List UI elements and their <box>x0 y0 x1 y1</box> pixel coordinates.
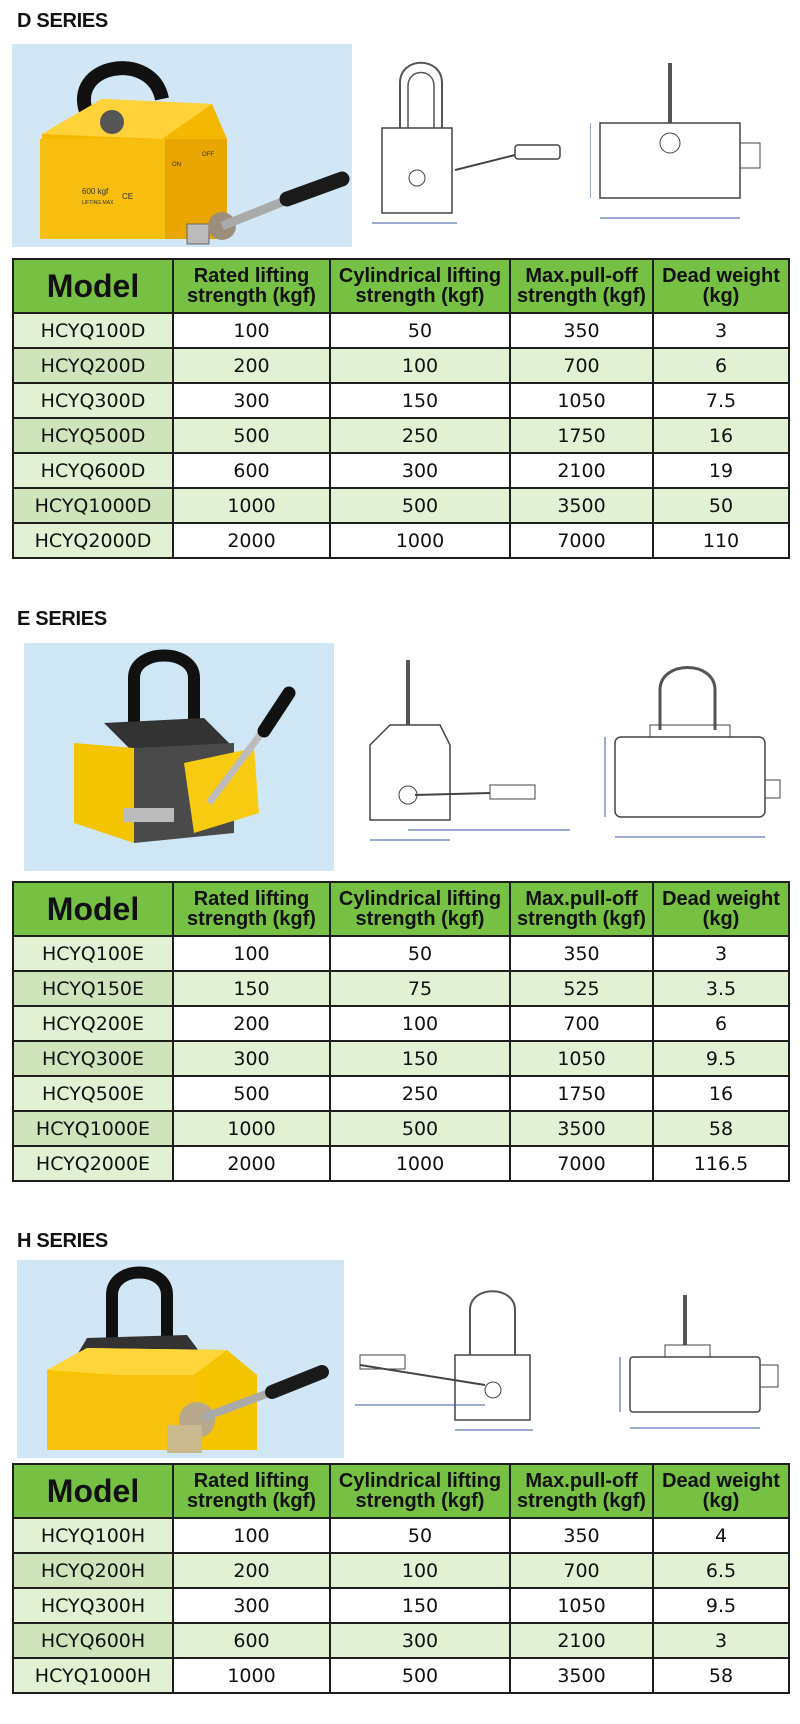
cell-model: HCYQ150E <box>13 971 173 1006</box>
series-title-e: E SERIES <box>17 608 107 630</box>
spec-table-h <box>12 1463 790 1694</box>
header-rated: Rated lifting strength (kgf) <box>173 882 330 936</box>
cell-model: HCYQ500E <box>13 1076 173 1111</box>
cell-pulloff: 525 <box>510 971 653 1006</box>
cell-rated: 300 <box>173 1588 330 1623</box>
table-row <box>13 453 789 488</box>
cell-weight: 6.5 <box>653 1553 789 1588</box>
cell-weight: 3 <box>653 313 789 348</box>
cell-weight: 16 <box>653 1076 789 1111</box>
cell-pulloff: 350 <box>510 1518 653 1553</box>
cell-model: HCYQ200D <box>13 348 173 383</box>
cell-weight: 50 <box>653 488 789 523</box>
cell-weight: 9.5 <box>653 1041 789 1076</box>
cell-weight: 6 <box>653 1006 789 1041</box>
front-drawing-e <box>600 655 790 855</box>
series-title-d: D SERIES <box>17 10 108 32</box>
cell-rated: 500 <box>173 1076 330 1111</box>
header-weight: Dead weight (kg) <box>653 259 789 313</box>
cell-rated: 2000 <box>173 523 330 558</box>
table-row <box>13 1553 789 1588</box>
header-cylindrical: Cylindrical lifting strength (kgf) <box>330 1464 510 1518</box>
cell-weight: 4 <box>653 1518 789 1553</box>
cell-rated: 100 <box>173 313 330 348</box>
product-photo-h <box>17 1260 344 1458</box>
front-drawing-h <box>615 1290 785 1440</box>
cell-rated: 200 <box>173 1553 330 1588</box>
cell-cylindrical: 500 <box>330 1111 510 1146</box>
side-drawing-d <box>372 58 462 233</box>
series-title-h: H SERIES <box>17 1230 108 1252</box>
spec-table-e <box>12 881 790 1182</box>
cell-cylindrical: 50 <box>330 936 510 971</box>
cell-pulloff: 7000 <box>510 523 653 558</box>
cell-rated: 600 <box>173 453 330 488</box>
header-pulloff: Max.pull-off strength (kgf) <box>510 882 653 936</box>
cell-weight: 3 <box>653 1623 789 1658</box>
cell-weight: 58 <box>653 1111 789 1146</box>
front-drawing-d <box>590 58 790 238</box>
cell-pulloff: 3500 <box>510 488 653 523</box>
table-header-row <box>13 259 789 313</box>
cell-weight: 110 <box>653 523 789 558</box>
cell-rated: 100 <box>173 1518 330 1553</box>
header-cylindrical: Cylindrical lifting strength (kgf) <box>330 259 510 313</box>
cell-model: HCYQ100E <box>13 936 173 971</box>
table-row <box>13 523 789 558</box>
header-pulloff: Max.pull-off strength (kgf) <box>510 259 653 313</box>
cell-cylindrical: 500 <box>330 1658 510 1693</box>
cell-rated: 2000 <box>173 1146 330 1181</box>
table-row <box>13 1006 789 1041</box>
header-rated: Rated lifting strength (kgf) <box>173 1464 330 1518</box>
cell-rated: 200 <box>173 348 330 383</box>
photo-off-label: OFF <box>202 152 214 158</box>
cell-cylindrical: 50 <box>330 1518 510 1553</box>
cell-pulloff: 350 <box>510 936 653 971</box>
spec-table-d <box>12 258 790 559</box>
cell-weight: 3.5 <box>653 971 789 1006</box>
cell-cylindrical: 100 <box>330 1006 510 1041</box>
cell-model: HCYQ1000E <box>13 1111 173 1146</box>
cell-model: HCYQ200H <box>13 1553 173 1588</box>
cell-cylindrical: 150 <box>330 1588 510 1623</box>
header-model: Model <box>13 1464 173 1518</box>
cell-rated: 500 <box>173 418 330 453</box>
cell-model: HCYQ2000E <box>13 1146 173 1181</box>
cell-weight: 58 <box>653 1658 789 1693</box>
cell-pulloff: 2100 <box>510 1623 653 1658</box>
header-rated: Rated lifting strength (kgf) <box>173 259 330 313</box>
cell-rated: 300 <box>173 1041 330 1076</box>
photo-ce-mark: CE <box>122 192 134 201</box>
cell-model: HCYQ600H <box>13 1623 173 1658</box>
cell-weight: 19 <box>653 453 789 488</box>
cell-cylindrical: 1000 <box>330 1146 510 1181</box>
table-row <box>13 1076 789 1111</box>
cell-model: HCYQ300D <box>13 383 173 418</box>
cell-pulloff: 700 <box>510 348 653 383</box>
table-row <box>13 1111 789 1146</box>
side-drawing-e <box>360 655 575 855</box>
cell-pulloff: 3500 <box>510 1658 653 1693</box>
cell-pulloff: 700 <box>510 1553 653 1588</box>
cell-model: HCYQ100H <box>13 1518 173 1553</box>
cell-weight: 16 <box>653 418 789 453</box>
cell-weight: 7.5 <box>653 383 789 418</box>
product-photo-d <box>12 44 352 247</box>
table-row <box>13 1518 789 1553</box>
header-cylindrical: Cylindrical lifting strength (kgf) <box>330 882 510 936</box>
cell-model: HCYQ1000H <box>13 1658 173 1693</box>
header-pulloff: Max.pull-off strength (kgf) <box>510 1464 653 1518</box>
cell-pulloff: 1050 <box>510 383 653 418</box>
cell-cylindrical: 300 <box>330 453 510 488</box>
table-header-row <box>13 882 789 936</box>
photo-lifting-label: LIFTING MAX <box>82 200 114 206</box>
cell-pulloff: 7000 <box>510 1146 653 1181</box>
cell-pulloff: 1750 <box>510 418 653 453</box>
cell-model: HCYQ500D <box>13 418 173 453</box>
header-model: Model <box>13 882 173 936</box>
cell-pulloff: 1750 <box>510 1076 653 1111</box>
cell-cylindrical: 150 <box>330 383 510 418</box>
header-weight: Dead weight (kg) <box>653 1464 789 1518</box>
lever-drawing-d <box>455 140 565 190</box>
table-row <box>13 936 789 971</box>
cell-model: HCYQ200E <box>13 1006 173 1041</box>
table-row <box>13 1658 789 1693</box>
cell-pulloff: 1050 <box>510 1041 653 1076</box>
cell-cylindrical: 500 <box>330 488 510 523</box>
cell-model: HCYQ300H <box>13 1588 173 1623</box>
cell-rated: 1000 <box>173 1111 330 1146</box>
cell-pulloff: 2100 <box>510 453 653 488</box>
cell-model: HCYQ100D <box>13 313 173 348</box>
cell-cylindrical: 100 <box>330 348 510 383</box>
cell-weight: 6 <box>653 348 789 383</box>
table-row <box>13 418 789 453</box>
cell-cylindrical: 100 <box>330 1553 510 1588</box>
product-photo-e <box>24 643 334 871</box>
cell-cylindrical: 250 <box>330 1076 510 1111</box>
table-row <box>13 383 789 418</box>
table-row <box>13 1588 789 1623</box>
table-row <box>13 348 789 383</box>
photo-load-label: 600 kgf <box>82 187 109 196</box>
table-row <box>13 971 789 1006</box>
cell-pulloff: 700 <box>510 1006 653 1041</box>
cell-rated: 150 <box>173 971 330 1006</box>
cell-pulloff: 3500 <box>510 1111 653 1146</box>
table-row <box>13 1146 789 1181</box>
table-header-row <box>13 1464 789 1518</box>
cell-cylindrical: 50 <box>330 313 510 348</box>
cell-weight: 9.5 <box>653 1588 789 1623</box>
cell-model: HCYQ2000D <box>13 523 173 558</box>
header-weight: Dead weight (kg) <box>653 882 789 936</box>
header-model: Model <box>13 259 173 313</box>
table-row <box>13 1041 789 1076</box>
photo-on-label: ON <box>172 162 181 168</box>
cell-pulloff: 350 <box>510 313 653 348</box>
cell-cylindrical: 150 <box>330 1041 510 1076</box>
table-row <box>13 488 789 523</box>
table-row <box>13 313 789 348</box>
cell-rated: 200 <box>173 1006 330 1041</box>
cell-rated: 1000 <box>173 488 330 523</box>
side-drawing-h <box>355 1285 540 1440</box>
cell-model: HCYQ600D <box>13 453 173 488</box>
cell-cylindrical: 75 <box>330 971 510 1006</box>
cell-rated: 300 <box>173 383 330 418</box>
cell-model: HCYQ1000D <box>13 488 173 523</box>
cell-weight: 3 <box>653 936 789 971</box>
cell-cylindrical: 300 <box>330 1623 510 1658</box>
cell-rated: 100 <box>173 936 330 971</box>
cell-weight: 116.5 <box>653 1146 789 1181</box>
table-row <box>13 1623 789 1658</box>
cell-pulloff: 1050 <box>510 1588 653 1623</box>
cell-model: HCYQ300E <box>13 1041 173 1076</box>
cell-rated: 1000 <box>173 1658 330 1693</box>
cell-rated: 600 <box>173 1623 330 1658</box>
cell-cylindrical: 250 <box>330 418 510 453</box>
cell-cylindrical: 1000 <box>330 523 510 558</box>
